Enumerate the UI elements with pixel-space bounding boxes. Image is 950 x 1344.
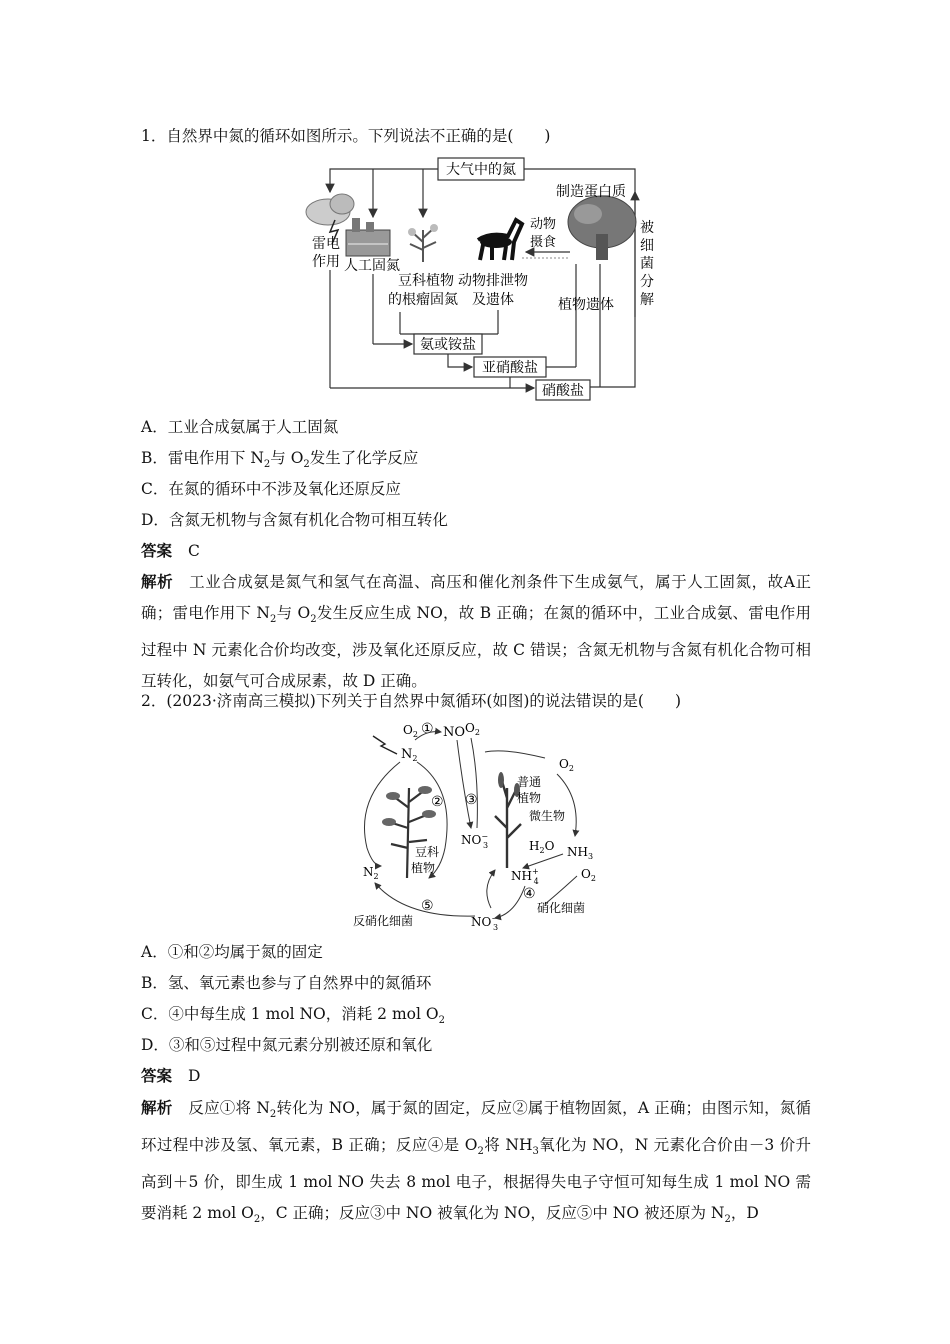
circle-4: ④ bbox=[523, 886, 536, 902]
svg-text:O2: $O_2$ bbox=[581, 867, 596, 883]
svg-text:O2: $O_2$ bbox=[465, 721, 480, 737]
excreta-label-1: 动物排泄物 bbox=[458, 273, 528, 289]
lightning-icon bbox=[373, 736, 397, 754]
excreta-label-2: 及遗体 bbox=[472, 292, 514, 308]
q2-option-a: A．①和②均属于氮的固定 bbox=[141, 943, 323, 961]
q1-option-d: D．含氮无机物与含氮有机化合物可相互转化 bbox=[141, 511, 448, 529]
no-top: NO bbox=[443, 725, 466, 740]
q2-nitrogen-cycle-diagram bbox=[345, 718, 615, 933]
q1-nitrogen-cycle-diagram bbox=[300, 152, 654, 402]
q1-option-b: B．雷电作用下 $N_2$与 $O_2$发生了化学反应 bbox=[141, 449, 419, 471]
q1-analysis: 解析 工业合成氨是氮气和氢气在高温、高压和催化剂条件下生成氨气，属于人工固氮，故A正确；雷电作用下 $N_2$与 $O_2$发生反应生成 NO，故 B 正确；在氮的循环中，工业合成氨、雷电作用过程中 N 元素化合价均改变，涉及氧化还原反应，故 C 错误；含氮无机物与含氮有机化合物可相互转化，如氨气可合成尿素，故 D 正确。 bbox=[141, 572, 811, 691]
nitrify-label: 硝化细菌 bbox=[537, 901, 586, 915]
q1-answer: 答案 C bbox=[141, 541, 200, 560]
legume-label-2: 的根瘤固氮 bbox=[388, 292, 458, 308]
factory-icon bbox=[346, 218, 390, 256]
microbe-label: 微生物 bbox=[529, 809, 566, 823]
q1-option-a: A．工业合成氨属于人工固氮 bbox=[141, 418, 339, 436]
legume-label-2: 植物 bbox=[411, 861, 436, 875]
atm-nitrogen-label: 大气中的氮 bbox=[446, 162, 516, 178]
svg-text:NO−3: NO− 3 bbox=[461, 832, 489, 850]
make-protein-label: 制造蛋白质 bbox=[556, 184, 626, 200]
legume-label-1: 豆科植物 bbox=[398, 273, 454, 289]
q1-option-c: C．在氮的循环中不涉及氧化还原反应 bbox=[141, 480, 401, 498]
svg-text:O2: $O_2$ bbox=[559, 757, 574, 773]
svg-text:N2: $N_2$ bbox=[363, 865, 379, 881]
circle-5: ⑤ bbox=[421, 898, 434, 914]
denitrify-label: 反硝化细菌 bbox=[353, 914, 414, 928]
bacteria-label-2: 菌 bbox=[640, 256, 654, 272]
circle-1: ① bbox=[421, 721, 434, 737]
circle-3: ③ bbox=[465, 792, 478, 808]
nitrite-box: 亚硝酸盐 bbox=[482, 360, 538, 376]
q2-analysis: 解析 反应①将 $N_2$转化为 NO，属于氮的固定，反应②属于植物固氮，A 正确；由图示知，氮循环过程中涉及氢、氧元素，B 正确；反应④是 $O_2$将 $NH_3$氧化为 NO，N 元素化合价由－3 价升高到＋5 价，即生成 1 mol NO 失去 8 mol 电子，根据得失电子守恒可知每生成 1 mol NO 需要消耗 2 mol $O_2$，C 正确；反应③中 NO 被氧化为 NO，反应⑤中 NO 被还原为 $N_2$，D bbox=[141, 1098, 811, 1226]
eat-label-2: 摄食 bbox=[530, 235, 557, 250]
eat-label-1: 动物 bbox=[530, 217, 557, 232]
svg-text:H2O: $H_2O$ bbox=[529, 839, 555, 855]
plant-remains-label: 植物遗体 bbox=[558, 297, 614, 313]
bacteria-label-1: 细 bbox=[640, 238, 654, 254]
tree-icon bbox=[568, 196, 636, 260]
q2-option-b: B．氢、氧元素也参与了自然界中的氮循环 bbox=[141, 974, 432, 992]
lightning-label-1: 雷电 bbox=[312, 236, 340, 252]
q2-option-c: C．④中每生成 1 mol NO，消耗 2 mol $O_2$ bbox=[141, 1005, 445, 1027]
q2-stem: 2．(2023·济南高三模拟)下列关于自然界中氮循环(如图)的说法错误的是( ) bbox=[141, 692, 682, 710]
bacteria-label-3: 分 bbox=[640, 274, 654, 290]
q2-option-d: D．③和⑤过程中氮元素分别被还原和氧化 bbox=[141, 1036, 433, 1054]
legume-label-1: 豆科 bbox=[415, 845, 440, 859]
horse-icon bbox=[478, 220, 522, 260]
common-plant-label-1: 普通 bbox=[517, 775, 542, 789]
common-plant-label-2: 植物 bbox=[517, 791, 542, 805]
ammonium-box: 氨或铵盐 bbox=[420, 337, 476, 353]
legume-plant-icon bbox=[408, 224, 438, 262]
svg-text:N2: $N_2$ bbox=[401, 747, 418, 763]
nitrate-box: 硝酸盐 bbox=[542, 383, 584, 399]
bacteria-label-4: 解 bbox=[640, 292, 654, 308]
q2-answer: 答案 D bbox=[141, 1066, 201, 1085]
svg-text:NH+4: NH+ 4 bbox=[511, 867, 539, 886]
q1-stem: 1．自然界中氮的循环如图所示。下列说法不正确的是( ) bbox=[141, 127, 551, 145]
industry-label: 人工固氮 bbox=[344, 258, 400, 274]
svg-text:O2: $O_2$ bbox=[403, 723, 418, 739]
svg-text:NO−3: NO− 3 bbox=[471, 914, 499, 932]
circle-2: ② bbox=[431, 794, 444, 810]
svg-text:NH3: $NH_3$ bbox=[567, 845, 594, 861]
bacteria-label-0: 被 bbox=[640, 220, 654, 236]
lightning-label-2: 作用 bbox=[312, 254, 340, 270]
